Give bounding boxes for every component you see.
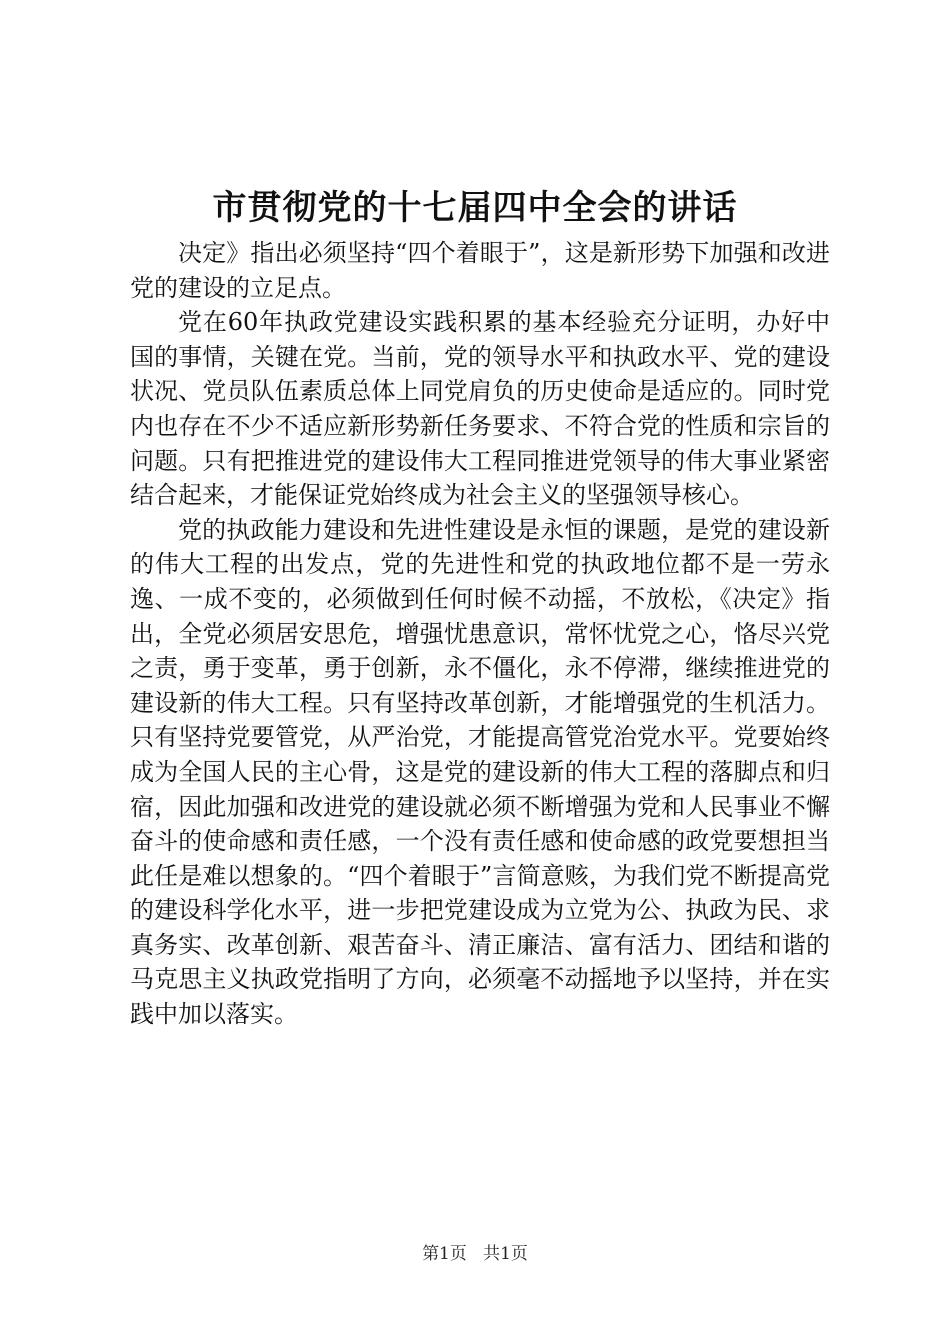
paragraph-2: 党在60年执政党建设实践积累的基本经验充分证明，办好中国的事情，关键在党。当前，党的领导水平和执政水平、党的建设状况、党员队伍素质总体上同党肩负的历史使命是适应的。同时党内也存在不少不适应新形势新任务要求、不符合党的性质和宗旨的问题。只有把推进党的建设伟大工程同推进党领导的伟大事业紧密结合起来，才能保证党始终成为社会主义的坚强领导核心。 [130,308,830,510]
page-number: 第1页 [422,1244,467,1264]
document-body [130,236,830,1032]
page-title: 市贯彻党的十七届四中全会的讲话 [212,188,738,228]
paragraph-3: 党的执政能力建设和先进性建设是永恒的课题，是党的建设新的伟大工程的出发点，党的先进性和党的执政地位都不是一劳永逸、一成不变的，必须做到任何时候不动摇，不放松，《决定》指出，全党必须居安思危，增强忧患意识，常怀忧党之心，恪尽兴党之责，勇于变革，勇于创新，永不僵化，永不停滞，继续推进党的建设新的伟大工程。只有坚持改革创新，才能增强党的生机活力。只有坚持党要管党，从严治党，才能提高管党治党水平。党要始终成为全国人民的主心骨，这是党的建设新的伟大工程的落脚点和归宿，因此加强和改进党的建设就必须不断增强为党和人民事业不懈奋斗的使命感和责任感，一个没有责任感和使命感的政党要想担当此任是难以想象的。“四个着眼于”言简意赅，为我们党不断提高党的建设科学化水平，进一步把党建设成为立党为公、执政为民、求真务实、改革创新、艰苦奋斗、清正廉洁、富有活力、团结和谐的马克思主义执政党指明了方向，必须毫不动摇地予以坚持，并在实践中加以落实。 [130,515,830,1029]
paragraph-1: 决定》指出必须坚持“四个着眼于”，这是新形势下加强和改进党的建设的立足点。 [130,239,830,302]
page-total: 共1页 [483,1244,528,1264]
page-footer [0,1242,950,1266]
page-separator [472,1244,477,1264]
